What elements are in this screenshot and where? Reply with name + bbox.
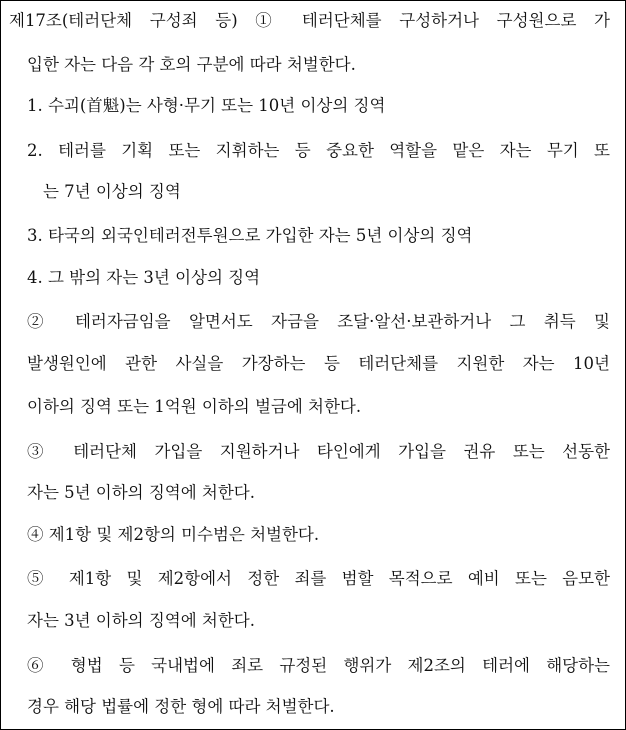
- clause-2-text: 2. 테러를 기획 또는 지휘하는 등 중요한 역할을 맡은 자는 무기 또: [27, 141, 610, 160]
- article-text: 제17조(테러단체 구성죄 등) ① 테러단체를 구성하거나 구성원으로 가: [9, 11, 610, 30]
- clause-4: 4. 그 밖의 자는 3년 이상의 징역: [27, 268, 261, 287]
- paragraph-3: [1, 442, 610, 462]
- paragraph-6: [1, 656, 610, 676]
- paragraph-6-text: ⑥ 형법 등 국내법에 죄로 규정된 행위가 제2조의 테러에 해당하는: [27, 656, 610, 675]
- paragraph-5-end: 자는 3년 이하의 징역에 처한다.: [27, 611, 255, 630]
- paragraph-2-end: 이하의 징역 또는 1억원 이하의 벌금에 처한다.: [27, 397, 362, 416]
- article-header-line: [1, 11, 610, 31]
- paragraph-2: [1, 312, 610, 332]
- article-text-line: 입한 자는 다음 각 호의 구분에 따라 처벌한다.: [27, 55, 356, 74]
- clause-3: 3. 타국의 외국인테러전투원으로 가입한 자는 5년 이상의 징역: [27, 226, 473, 245]
- paragraph-5: [1, 569, 610, 589]
- clause-2: [1, 141, 610, 161]
- paragraph-3-text: ③ 테러단체 가입을 지원하거나 타인에게 가입을 권유 또는 선동한: [27, 442, 610, 461]
- clause-2-continued: 는 7년 이상의 징역: [43, 182, 181, 201]
- paragraph-6-end: 경우 해당 법률에 정한 형에 따라 처벌한다.: [27, 697, 335, 716]
- paragraph-3-end: 자는 5년 이하의 징역에 처한다.: [27, 483, 255, 502]
- paragraph-2-text: ② 테러자금임을 알면서도 자금을 조달·알선·보관하거나 그 취득 및: [27, 312, 610, 331]
- paragraph-2-continued: [1, 354, 610, 374]
- clause-1: 1. 수괴(首魁)는 사형·무기 또는 10년 이상의 징역: [27, 96, 386, 115]
- paragraph-2-text-2: 발생원인에 관한 사실을 가장하는 등 테러단체를 지원한 자는 10년: [27, 354, 610, 373]
- paragraph-5-text: ⑤ 제1항 및 제2항에서 정한 죄를 범할 목적으로 예비 또는 음모한: [27, 569, 610, 588]
- paragraph-4: ④ 제1항 및 제2항의 미수범은 처벌한다.: [27, 525, 320, 544]
